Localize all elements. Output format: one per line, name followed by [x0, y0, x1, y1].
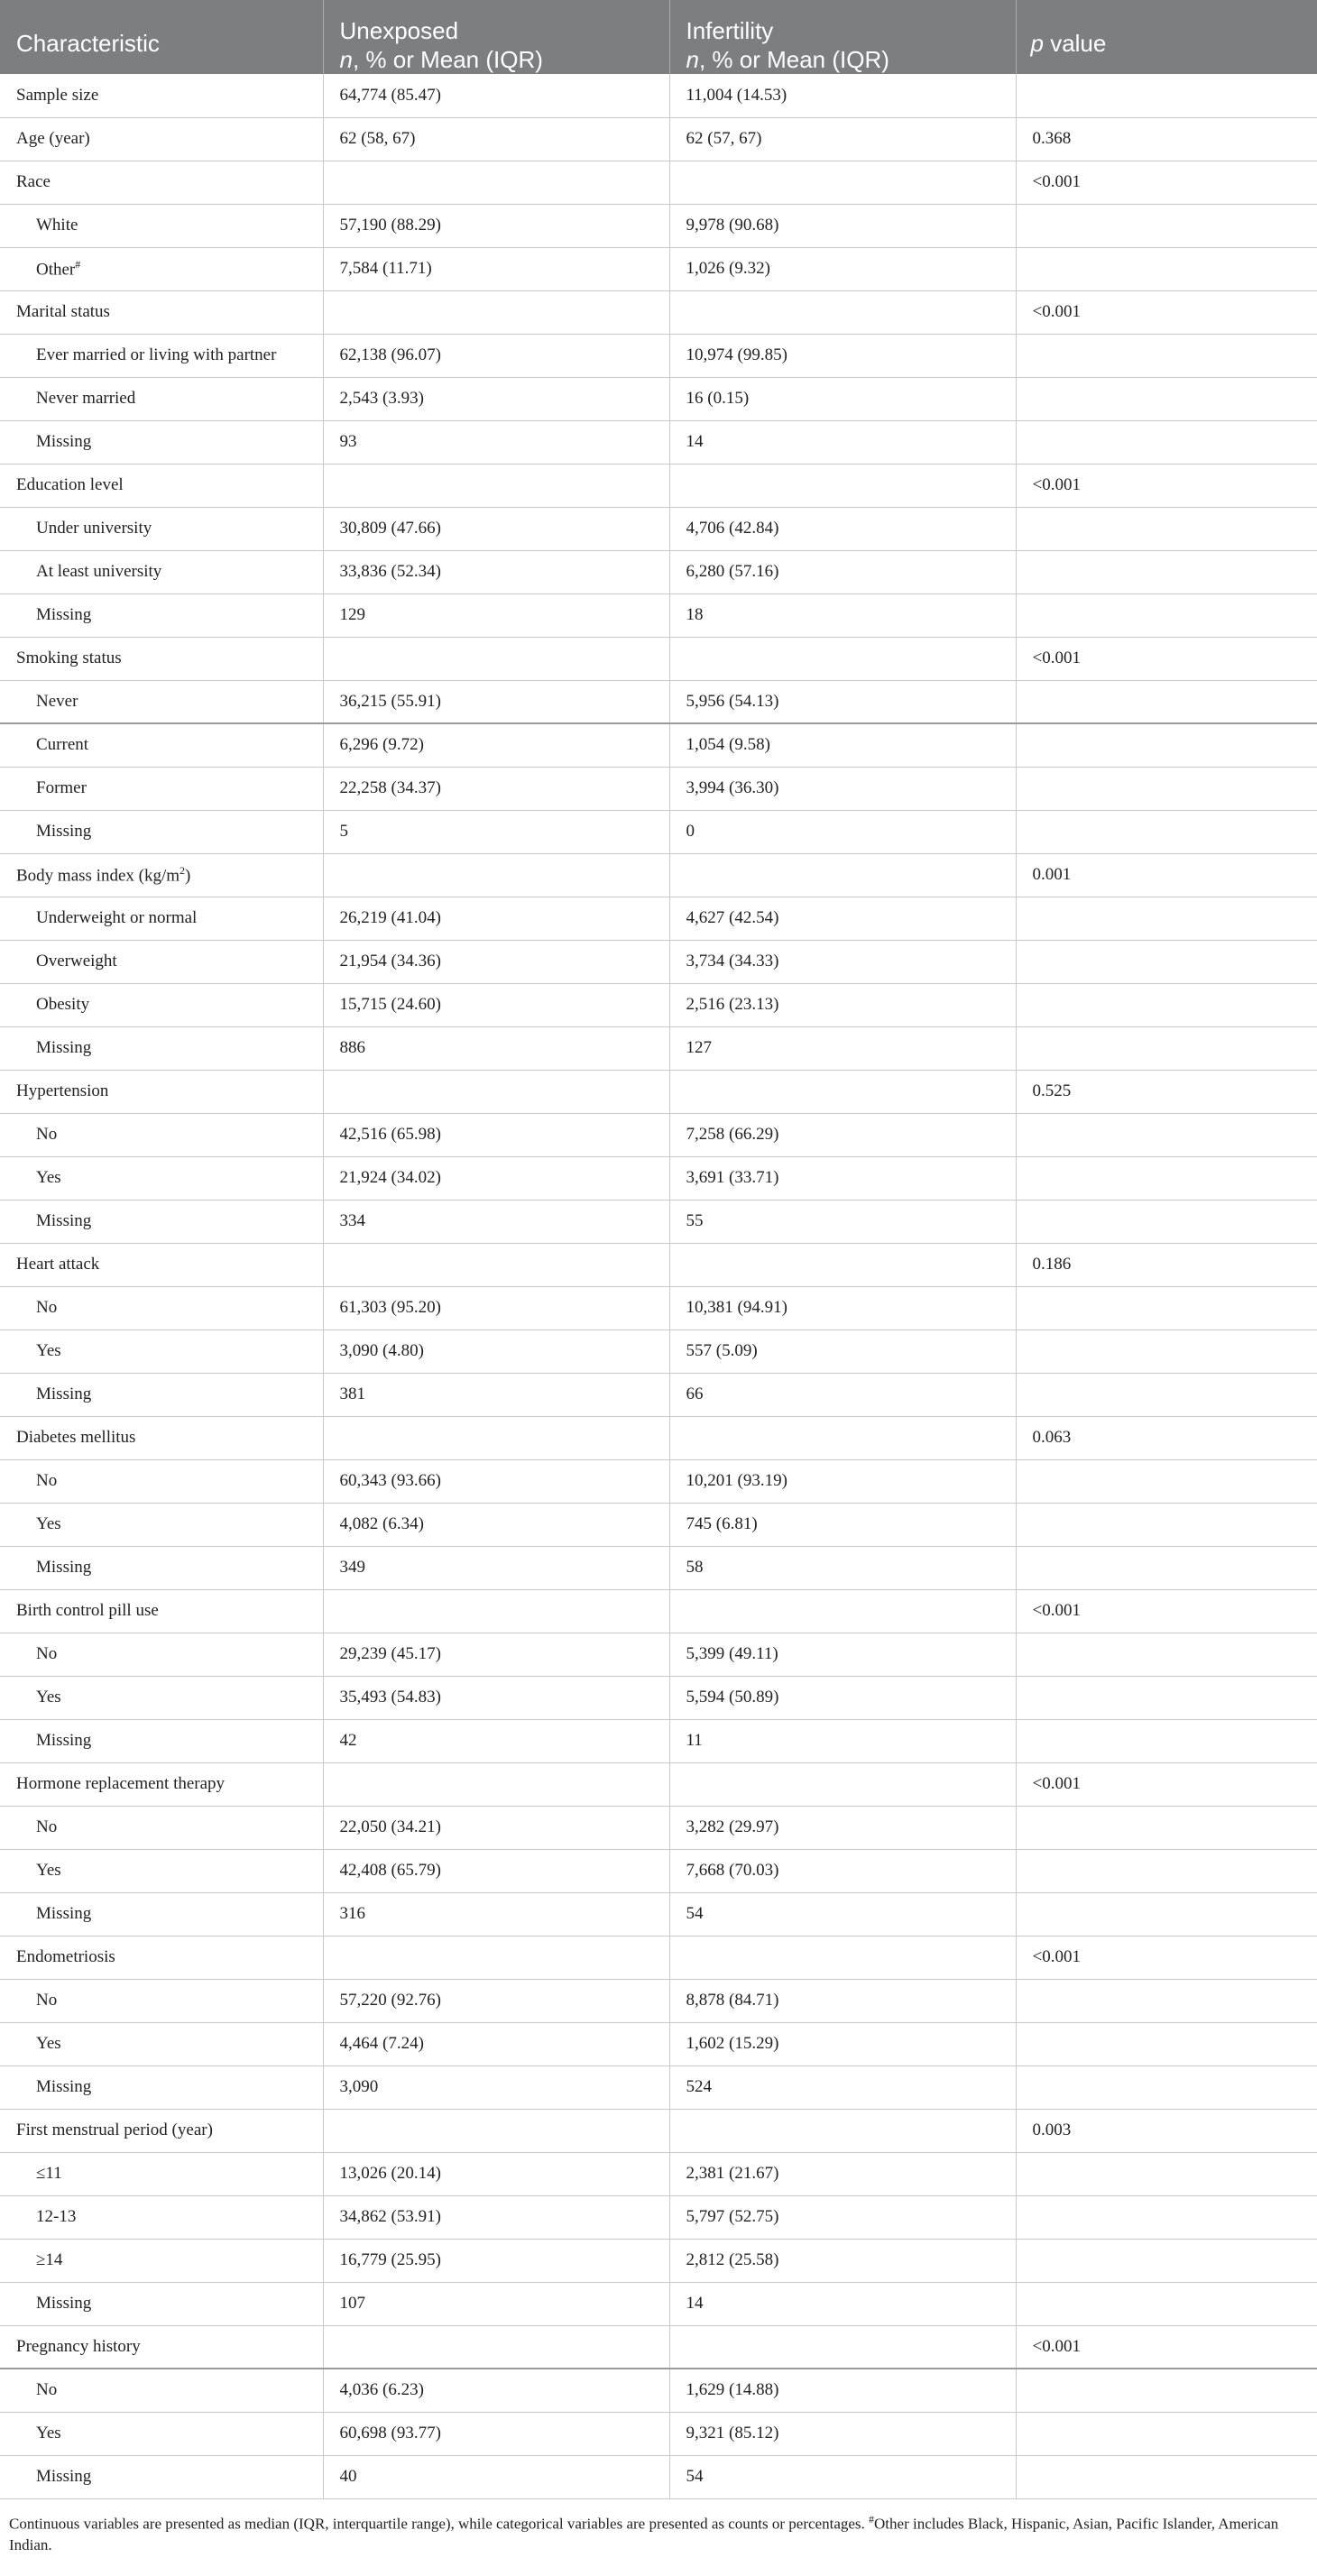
table-row-subcategory — [0, 1979, 1317, 2022]
cell-p-value — [1016, 550, 1317, 593]
cell-infertility: 1,054 (9.58) — [669, 723, 1016, 767]
cell-p-value — [1016, 2022, 1317, 2065]
table-row-subcategory — [0, 247, 1317, 290]
cell-infertility: 11,004 (14.53) — [669, 74, 1016, 117]
cell-characteristic: Missing — [0, 593, 323, 637]
table-row-subcategory — [0, 420, 1317, 464]
cell-characteristic: Yes — [0, 1503, 323, 1546]
cell-unexposed: 22,258 (34.37) — [323, 767, 669, 810]
cell-p-value — [1016, 767, 1317, 810]
cell-characteristic: Yes — [0, 1156, 323, 1200]
cell-infertility: 4,706 (42.84) — [669, 507, 1016, 550]
cell-characteristic: ≤11 — [0, 2152, 323, 2195]
cell-p-value — [1016, 897, 1317, 940]
table-row-subcategory — [0, 204, 1317, 247]
cell-p-value — [1016, 2152, 1317, 2195]
table-row-subcategory — [0, 723, 1317, 767]
table-row-subcategory — [0, 1373, 1317, 1416]
cell-characteristic: Missing — [0, 1026, 323, 1070]
cell-infertility: 7,258 (66.29) — [669, 1113, 1016, 1156]
cell-infertility: 18 — [669, 593, 1016, 637]
cell-characteristic: No — [0, 1633, 323, 1676]
cell-infertility: 3,734 (34.33) — [669, 940, 1016, 983]
cell-infertility: 127 — [669, 1026, 1016, 1070]
table-row-subcategory — [0, 1200, 1317, 1243]
cell-p-value — [1016, 810, 1317, 853]
table-row-subcategory — [0, 550, 1317, 593]
table-row-subcategory — [0, 2152, 1317, 2195]
cell-characteristic: Underweight or normal — [0, 897, 323, 940]
cell-infertility — [669, 161, 1016, 204]
cell-unexposed — [323, 464, 669, 507]
cell-characteristic: Heart attack — [0, 1243, 323, 1286]
cell-characteristic: White — [0, 204, 323, 247]
cell-infertility — [669, 1070, 1016, 1113]
cell-infertility — [669, 1416, 1016, 1459]
table-row-subcategory — [0, 334, 1317, 377]
cell-p-value — [1016, 1979, 1317, 2022]
cell-unexposed: 42,408 (65.79) — [323, 1849, 669, 1892]
cell-infertility: 10,974 (99.85) — [669, 334, 1016, 377]
table-row-subcategory — [0, 1026, 1317, 1070]
cell-infertility: 6,280 (57.16) — [669, 550, 1016, 593]
cell-infertility — [669, 1936, 1016, 1979]
table-row-subcategory — [0, 1676, 1317, 1719]
cell-unexposed: 5 — [323, 810, 669, 853]
cell-characteristic: Diabetes mellitus — [0, 1416, 323, 1459]
cell-p-value — [1016, 2239, 1317, 2282]
header-unexposed-stat: , % or Mean (IQR) — [352, 46, 543, 73]
table-row-category — [0, 637, 1317, 680]
cell-unexposed: 26,219 (41.04) — [323, 897, 669, 940]
table-row-category — [0, 74, 1317, 117]
cell-unexposed: 13,026 (20.14) — [323, 2152, 669, 2195]
cell-characteristic: No — [0, 1806, 323, 1849]
cell-infertility: 11 — [669, 1719, 1016, 1762]
cell-p-value — [1016, 74, 1317, 117]
cell-characteristic: Missing — [0, 2282, 323, 2325]
table-row-subcategory — [0, 1113, 1317, 1156]
cell-p-value — [1016, 1806, 1317, 1849]
table-row-subcategory — [0, 1156, 1317, 1200]
cell-characteristic: Yes — [0, 1676, 323, 1719]
cell-infertility — [669, 290, 1016, 334]
cell-p-value: 0.001 — [1016, 853, 1317, 897]
cell-infertility: 7,668 (70.03) — [669, 1849, 1016, 1892]
cell-infertility: 3,282 (29.97) — [669, 1806, 1016, 1849]
cell-p-value — [1016, 680, 1317, 723]
cell-infertility — [669, 1589, 1016, 1633]
table-row-subcategory — [0, 507, 1317, 550]
cell-unexposed: 34,862 (53.91) — [323, 2195, 669, 2239]
cell-infertility: 745 (6.81) — [669, 1503, 1016, 1546]
cell-characteristic: Never married — [0, 377, 323, 420]
cell-p-value: 0.368 — [1016, 117, 1317, 161]
cell-unexposed — [323, 2325, 669, 2369]
table-footnote: Continuous variables are presented as median (IQR, interquartile range), while categorical variables are presented as counts or percentages. #Other includes Black, Hispanic, Asian, Pacific Islander, American Indian. — [9, 2512, 1279, 2554]
table-row-category — [0, 2325, 1317, 2369]
cell-characteristic: Hypertension — [0, 1070, 323, 1113]
header-characteristic: Characteristic — [0, 0, 323, 74]
table-row-subcategory — [0, 2369, 1317, 2412]
cell-p-value — [1016, 593, 1317, 637]
cell-p-value — [1016, 377, 1317, 420]
cell-unexposed: 42 — [323, 1719, 669, 1762]
table-row-subcategory — [0, 377, 1317, 420]
cell-infertility: 54 — [669, 2455, 1016, 2498]
table-row-subcategory — [0, 767, 1317, 810]
cell-p-value — [1016, 983, 1317, 1026]
cell-characteristic: Obesity — [0, 983, 323, 1026]
cell-unexposed: 40 — [323, 2455, 669, 2498]
cell-characteristic: At least university — [0, 550, 323, 593]
cell-characteristic: Endometriosis — [0, 1936, 323, 1979]
cell-p-value — [1016, 1546, 1317, 1589]
table-row-subcategory — [0, 1719, 1317, 1762]
cell-characteristic: Missing — [0, 810, 323, 853]
cell-p-value — [1016, 1503, 1317, 1546]
cell-p-value: 0.186 — [1016, 1243, 1317, 1286]
cell-p-value — [1016, 420, 1317, 464]
cell-characteristic: Age (year) — [0, 117, 323, 161]
cell-infertility: 0 — [669, 810, 1016, 853]
cell-unexposed: 29,239 (45.17) — [323, 1633, 669, 1676]
cell-characteristic: Under university — [0, 507, 323, 550]
cell-infertility: 54 — [669, 1892, 1016, 1936]
table-row-category — [0, 290, 1317, 334]
cell-characteristic: ≥14 — [0, 2239, 323, 2282]
cell-p-value — [1016, 940, 1317, 983]
cell-infertility — [669, 1243, 1016, 1286]
cell-characteristic: No — [0, 2369, 323, 2412]
table-row-category — [0, 464, 1317, 507]
cell-unexposed: 316 — [323, 1892, 669, 1936]
table-row-category — [0, 1070, 1317, 1113]
table-row-subcategory — [0, 680, 1317, 723]
cell-characteristic: No — [0, 1979, 323, 2022]
cell-p-value — [1016, 334, 1317, 377]
cell-p-value — [1016, 2282, 1317, 2325]
cell-infertility: 1,026 (9.32) — [669, 247, 1016, 290]
cell-p-value — [1016, 1633, 1317, 1676]
cell-unexposed: 6,296 (9.72) — [323, 723, 669, 767]
cell-characteristic: Missing — [0, 1719, 323, 1762]
cell-infertility: 3,691 (33.71) — [669, 1156, 1016, 1200]
cell-unexposed: 3,090 (4.80) — [323, 1329, 669, 1373]
table-row-category — [0, 2109, 1317, 2152]
cell-infertility — [669, 2109, 1016, 2152]
cell-characteristic: No — [0, 1286, 323, 1329]
cell-unexposed: 21,924 (34.02) — [323, 1156, 669, 1200]
cell-unexposed — [323, 637, 669, 680]
cell-infertility: 9,978 (90.68) — [669, 204, 1016, 247]
cell-unexposed: 57,220 (92.76) — [323, 1979, 669, 2022]
cell-characteristic: Overweight — [0, 940, 323, 983]
table-row-subcategory — [0, 1849, 1317, 1892]
cell-infertility: 5,797 (52.75) — [669, 2195, 1016, 2239]
cell-characteristic: Education level — [0, 464, 323, 507]
cell-characteristic: Birth control pill use — [0, 1589, 323, 1633]
table-row-category — [0, 1416, 1317, 1459]
table-row-category — [0, 853, 1317, 897]
table-row-subcategory — [0, 2065, 1317, 2109]
cell-characteristic: Never — [0, 680, 323, 723]
cell-p-value — [1016, 1026, 1317, 1070]
cell-p-value — [1016, 247, 1317, 290]
cell-infertility: 2,812 (25.58) — [669, 2239, 1016, 2282]
cell-infertility: 58 — [669, 1546, 1016, 1589]
cell-characteristic: Yes — [0, 2412, 323, 2455]
cell-unexposed: 60,343 (93.66) — [323, 1459, 669, 1503]
cell-unexposed — [323, 1416, 669, 1459]
cell-characteristic: Sample size — [0, 74, 323, 117]
cell-p-value: <0.001 — [1016, 637, 1317, 680]
table-row-subcategory — [0, 1806, 1317, 1849]
header-infertility-n: n — [686, 46, 699, 73]
header-unexposed-n: n — [339, 46, 353, 73]
cell-infertility: 10,381 (94.91) — [669, 1286, 1016, 1329]
cell-p-value: <0.001 — [1016, 290, 1317, 334]
cell-unexposed: 33,836 (52.34) — [323, 550, 669, 593]
table-row-category — [0, 1762, 1317, 1806]
cell-infertility: 62 (57, 67) — [669, 117, 1016, 161]
table-row-subcategory — [0, 1503, 1317, 1546]
cell-unexposed: 886 — [323, 1026, 669, 1070]
table-row-subcategory — [0, 1286, 1317, 1329]
cell-characteristic: Ever married or living with partner — [0, 334, 323, 377]
table-row-subcategory — [0, 810, 1317, 853]
cell-characteristic: Missing — [0, 1200, 323, 1243]
cell-unexposed — [323, 2109, 669, 2152]
cell-p-value — [1016, 1676, 1317, 1719]
cell-characteristic: Missing — [0, 1892, 323, 1936]
header-infertility-stat: , % or Mean (IQR) — [698, 46, 889, 73]
cell-p-value: <0.001 — [1016, 1589, 1317, 1633]
cell-characteristic: Missing — [0, 1546, 323, 1589]
cell-p-value: 0.063 — [1016, 1416, 1317, 1459]
cell-unexposed: 4,082 (6.34) — [323, 1503, 669, 1546]
cell-characteristic: Race — [0, 161, 323, 204]
cell-p-value — [1016, 507, 1317, 550]
cell-p-value: 0.525 — [1016, 1070, 1317, 1113]
table-row-subcategory — [0, 2022, 1317, 2065]
cell-unexposed — [323, 1936, 669, 1979]
cell-p-value — [1016, 1286, 1317, 1329]
cell-p-value — [1016, 2065, 1317, 2109]
cell-infertility: 14 — [669, 420, 1016, 464]
table-row-category — [0, 117, 1317, 161]
cell-p-value: <0.001 — [1016, 2325, 1317, 2369]
cell-unexposed — [323, 161, 669, 204]
cell-infertility: 55 — [669, 1200, 1016, 1243]
cell-p-value: 0.003 — [1016, 2109, 1317, 2152]
cell-p-value — [1016, 1719, 1317, 1762]
cell-unexposed: 42,516 (65.98) — [323, 1113, 669, 1156]
cell-infertility: 14 — [669, 2282, 1016, 2325]
table-row-subcategory — [0, 940, 1317, 983]
cell-characteristic: Missing — [0, 420, 323, 464]
cell-unexposed: 129 — [323, 593, 669, 637]
cell-characteristic: Missing — [0, 2455, 323, 2498]
table-row-subcategory — [0, 2282, 1317, 2325]
table-row-subcategory — [0, 593, 1317, 637]
cell-infertility: 1,629 (14.88) — [669, 2369, 1016, 2412]
cell-infertility — [669, 464, 1016, 507]
cell-p-value: <0.001 — [1016, 1936, 1317, 1979]
table-row-category — [0, 161, 1317, 204]
cell-infertility: 2,381 (21.67) — [669, 2152, 1016, 2195]
cell-infertility: 66 — [669, 1373, 1016, 1416]
cell-unexposed — [323, 1589, 669, 1633]
cell-p-value: <0.001 — [1016, 161, 1317, 204]
cell-infertility: 2,516 (23.13) — [669, 983, 1016, 1026]
cell-unexposed: 4,464 (7.24) — [323, 2022, 669, 2065]
table-row-category — [0, 1936, 1317, 1979]
cell-unexposed: 93 — [323, 420, 669, 464]
cell-characteristic: Former — [0, 767, 323, 810]
cell-infertility: 1,602 (15.29) — [669, 2022, 1016, 2065]
table-row-subcategory — [0, 2455, 1317, 2498]
header-unexposed-title: Unexposed — [339, 17, 459, 44]
table-row-subcategory — [0, 1633, 1317, 1676]
header-infertility — [669, 0, 1016, 74]
cell-p-value: <0.001 — [1016, 464, 1317, 507]
header-infertility-title: Infertility — [686, 17, 774, 44]
cell-p-value — [1016, 2195, 1317, 2239]
cell-infertility: 5,399 (49.11) — [669, 1633, 1016, 1676]
cell-unexposed: 15,715 (24.60) — [323, 983, 669, 1026]
cell-p-value — [1016, 1329, 1317, 1373]
table-row-category — [0, 1243, 1317, 1286]
cell-infertility: 8,878 (84.71) — [669, 1979, 1016, 2022]
cell-infertility: 3,994 (36.30) — [669, 767, 1016, 810]
cell-p-value — [1016, 2369, 1317, 2412]
table-row-subcategory — [0, 2239, 1317, 2282]
cell-infertility: 16 (0.15) — [669, 377, 1016, 420]
cell-unexposed: 61,303 (95.20) — [323, 1286, 669, 1329]
cell-infertility — [669, 637, 1016, 680]
cell-p-value: <0.001 — [1016, 1762, 1317, 1806]
cell-unexposed: 381 — [323, 1373, 669, 1416]
table-row-subcategory — [0, 983, 1317, 1026]
cell-infertility: 5,594 (50.89) — [669, 1676, 1016, 1719]
cell-characteristic: No — [0, 1113, 323, 1156]
cell-infertility: 557 (5.09) — [669, 1329, 1016, 1373]
table-row-subcategory — [0, 1546, 1317, 1589]
cell-unexposed: 60,698 (93.77) — [323, 2412, 669, 2455]
cell-infertility: 4,627 (42.54) — [669, 897, 1016, 940]
cell-unexposed: 35,493 (54.83) — [323, 1676, 669, 1719]
cell-characteristic: Yes — [0, 1849, 323, 1892]
cell-characteristic: Yes — [0, 2022, 323, 2065]
cell-unexposed: 3,090 — [323, 2065, 669, 2109]
table-row-subcategory — [0, 1892, 1317, 1936]
cell-unexposed: 62 (58, 67) — [323, 117, 669, 161]
cell-unexposed: 22,050 (34.21) — [323, 1806, 669, 1849]
header-unexposed — [323, 0, 669, 74]
cell-infertility: 5,956 (54.13) — [669, 680, 1016, 723]
header-p-value: p value — [1016, 0, 1317, 74]
cell-characteristic: Current — [0, 723, 323, 767]
cell-p-value — [1016, 1849, 1317, 1892]
cell-unexposed — [323, 853, 669, 897]
cell-infertility: 9,321 (85.12) — [669, 2412, 1016, 2455]
cell-p-value — [1016, 1113, 1317, 1156]
cell-unexposed — [323, 290, 669, 334]
cell-characteristic: Pregnancy history — [0, 2325, 323, 2369]
cell-unexposed: 16,779 (25.95) — [323, 2239, 669, 2282]
cell-characteristic: Smoking status — [0, 637, 323, 680]
table-row-subcategory — [0, 2195, 1317, 2239]
cell-unexposed: 7,584 (11.71) — [323, 247, 669, 290]
cell-infertility: 10,201 (93.19) — [669, 1459, 1016, 1503]
cell-p-value — [1016, 1373, 1317, 1416]
table-row-subcategory — [0, 1459, 1317, 1503]
cell-characteristic: First menstrual period (year) — [0, 2109, 323, 2152]
cell-characteristic: Marital status — [0, 290, 323, 334]
cell-unexposed: 57,190 (88.29) — [323, 204, 669, 247]
cell-p-value — [1016, 1459, 1317, 1503]
cell-unexposed: 334 — [323, 1200, 669, 1243]
cell-infertility — [669, 1762, 1016, 1806]
cell-characteristic: Hormone replacement therapy — [0, 1762, 323, 1806]
cell-infertility: 524 — [669, 2065, 1016, 2109]
cell-unexposed — [323, 1070, 669, 1113]
cell-infertility — [669, 853, 1016, 897]
table-body — [0, 74, 1317, 2498]
table-row-subcategory — [0, 1329, 1317, 1373]
cell-unexposed — [323, 1762, 669, 1806]
cell-p-value — [1016, 723, 1317, 767]
cell-unexposed: 4,036 (6.23) — [323, 2369, 669, 2412]
cell-characteristic: Missing — [0, 2065, 323, 2109]
table-row-category — [0, 1589, 1317, 1633]
cell-characteristic: Yes — [0, 1329, 323, 1373]
cell-unexposed — [323, 1243, 669, 1286]
cell-infertility — [669, 2325, 1016, 2369]
table-header — [0, 0, 1317, 74]
table-row-subcategory — [0, 897, 1317, 940]
cell-p-value — [1016, 1200, 1317, 1243]
cell-unexposed: 349 — [323, 1546, 669, 1589]
cell-unexposed: 21,954 (34.36) — [323, 940, 669, 983]
cell-unexposed: 64,774 (85.47) — [323, 74, 669, 117]
cell-characteristic: No — [0, 1459, 323, 1503]
cell-p-value — [1016, 1892, 1317, 1936]
cell-p-value — [1016, 204, 1317, 247]
table-row-subcategory — [0, 2412, 1317, 2455]
cell-unexposed: 2,543 (3.93) — [323, 377, 669, 420]
cell-p-value — [1016, 1156, 1317, 1200]
cell-unexposed: 36,215 (55.91) — [323, 680, 669, 723]
cell-characteristic: Missing — [0, 1373, 323, 1416]
cell-unexposed: 62,138 (96.07) — [323, 334, 669, 377]
cell-characteristic: Other# — [0, 247, 323, 290]
cell-p-value — [1016, 2412, 1317, 2455]
cell-unexposed: 30,809 (47.66) — [323, 507, 669, 550]
cell-characteristic: 12-13 — [0, 2195, 323, 2239]
cell-p-value — [1016, 2455, 1317, 2498]
cell-unexposed: 107 — [323, 2282, 669, 2325]
cell-characteristic: Body mass index $(kg/m^2)$ — [0, 853, 323, 897]
